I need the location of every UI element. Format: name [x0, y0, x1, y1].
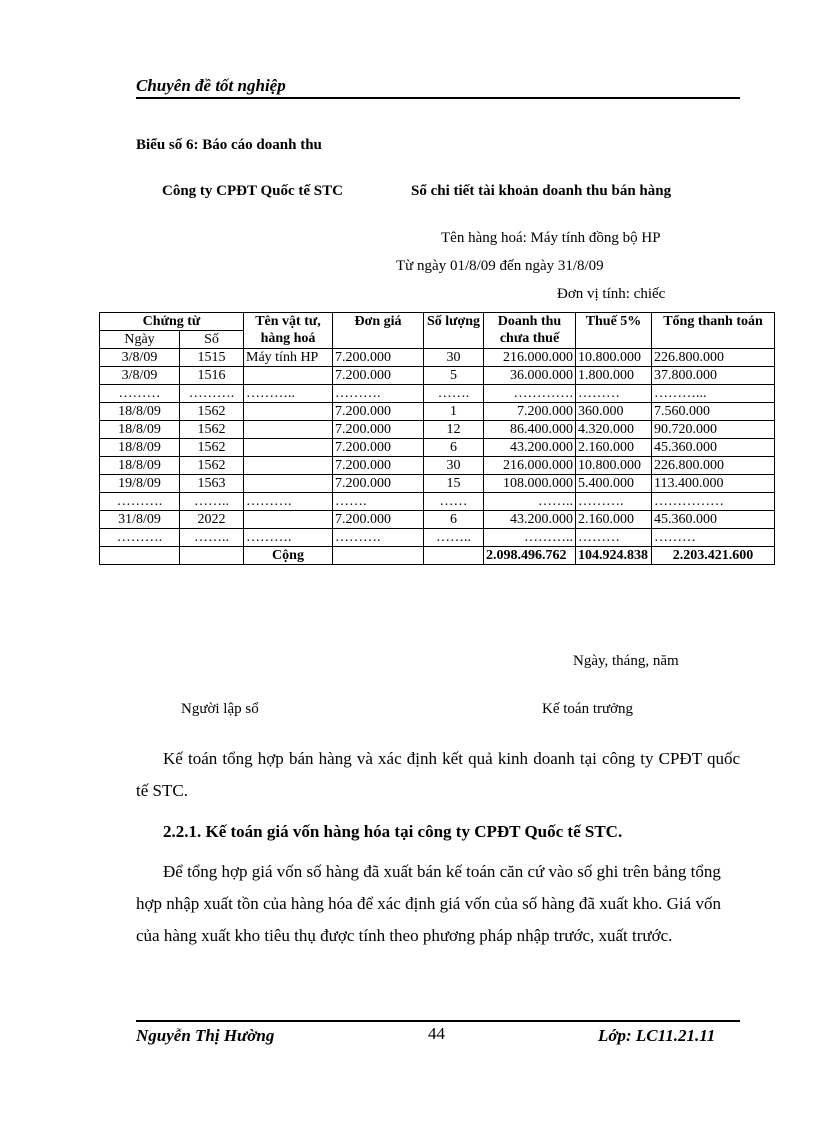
row-quantity: ……..: [424, 529, 484, 547]
table-row: [100, 493, 775, 511]
row-revenue: 86.400.000: [484, 421, 576, 439]
row-revenue: 36.000.000: [484, 367, 576, 385]
row-voucher-number: 1562: [180, 457, 244, 475]
intro-paragraph: Kế toán tổng hợp bán hàng và xác định kết quả kinh doanh tại công ty CPĐT quốc tế STC.: [136, 749, 740, 800]
footer-class: Lớp: LC11.21.11: [598, 1026, 716, 1045]
page-number: 44: [428, 1024, 445, 1043]
row-voucher-number: ……….: [180, 385, 244, 403]
row-tax: 10.800.000: [576, 457, 652, 475]
row-item: [244, 403, 333, 421]
row-revenue: 216.000.000: [484, 349, 576, 367]
row-voucher-number: 1516: [180, 367, 244, 385]
row-tax: 1.800.000: [576, 367, 652, 385]
total-label: Cộng: [244, 547, 333, 565]
row-tax: 4.320.000: [576, 421, 652, 439]
row-quantity: 12: [424, 421, 484, 439]
row-quantity: 6: [424, 439, 484, 457]
row-item: ……….: [244, 529, 333, 547]
row-item: [244, 367, 333, 385]
row-tax: ……….: [576, 493, 652, 511]
report-period: Từ ngày 01/8/09 đến ngày 31/8/09: [396, 258, 604, 274]
table-row: [100, 511, 775, 529]
running-header-title: Chuyên đề tốt nghiệp: [136, 76, 286, 95]
table-row: [100, 475, 775, 493]
table-row: [100, 403, 775, 421]
row-item: [244, 511, 333, 529]
row-date: 18/8/09: [100, 421, 180, 439]
row-revenue: ……..: [484, 493, 576, 511]
total-tax: 104.924.838: [576, 547, 652, 565]
row-tax: 360.000: [576, 403, 652, 421]
row-date: 18/8/09: [100, 403, 180, 421]
row-item: [244, 457, 333, 475]
row-date: 3/8/09: [100, 367, 180, 385]
row-voucher-number: 1515: [180, 349, 244, 367]
row-total: 45.360.000: [652, 511, 775, 529]
header-unit-price: Đơn giá: [333, 313, 424, 349]
total-payment: 2.203.421.600: [652, 547, 775, 565]
row-unit-price: 7.200.000: [333, 403, 424, 421]
row-revenue: 43.200.000: [484, 511, 576, 529]
row-date: ……….: [100, 493, 180, 511]
row-total: 226.800.000: [652, 349, 775, 367]
ledger-title: Sổ chi tiết tài khoản doanh thu bán hàng: [411, 183, 672, 199]
row-total: ……………: [652, 493, 775, 511]
row-revenue: 43.200.000: [484, 439, 576, 457]
row-tax: 2.160.000: [576, 439, 652, 457]
row-total: 7.560.000: [652, 403, 775, 421]
row-total: 90.720.000: [652, 421, 775, 439]
row-unit-price: 7.200.000: [333, 349, 424, 367]
row-date: ……….: [100, 529, 180, 547]
row-quantity: 15: [424, 475, 484, 493]
row-voucher-number: 1562: [180, 439, 244, 457]
row-tax: 5.400.000: [576, 475, 652, 493]
row-unit-price: ……….: [333, 385, 424, 403]
table-row: [100, 385, 775, 403]
total-revenue: 2.098.496.762: [484, 547, 576, 565]
header-quantity: Số lượng: [424, 313, 484, 349]
chief-accountant-signature-label: Kế toán trưởng: [542, 701, 634, 717]
row-date: ………: [100, 385, 180, 403]
row-quantity: 5: [424, 367, 484, 385]
row-unit-price: 7.200.000: [333, 511, 424, 529]
row-total: 226.800.000: [652, 457, 775, 475]
row-unit-price: 7.200.000: [333, 439, 424, 457]
row-item: Máy tính HP: [244, 349, 333, 367]
row-unit-price: 7.200.000: [333, 367, 424, 385]
row-date: 3/8/09: [100, 349, 180, 367]
row-total: ………: [652, 529, 775, 547]
row-unit-price: ……….: [333, 529, 424, 547]
header-total: Tổng thanh toán: [652, 313, 775, 349]
row-total: ………...: [652, 385, 775, 403]
row-quantity: ……: [424, 493, 484, 511]
row-quantity: 30: [424, 457, 484, 475]
row-tax: 2.160.000: [576, 511, 652, 529]
row-quantity: …….: [424, 385, 484, 403]
total-row: [100, 547, 775, 565]
preparer-signature-label: Người lập sổ: [181, 701, 259, 717]
row-quantity: 30: [424, 349, 484, 367]
row-item: [244, 475, 333, 493]
row-date: 19/8/09: [100, 475, 180, 493]
row-unit-price: 7.200.000: [333, 475, 424, 493]
table-row: [100, 457, 775, 475]
header-number: Số: [180, 331, 244, 349]
row-unit-price: …….: [333, 493, 424, 511]
row-revenue: ………….: [484, 385, 576, 403]
row-quantity: 1: [424, 403, 484, 421]
body-paragraph: Để tổng hợp giá vốn số hàng đã xuất bán kế toán căn cứ vào số ghi trên bảng tổng hợp nhập xuất tồn của hàng hóa để xác định giá vốn của số hàng đã xuất kho. Giá vốn của hàng xuất kho tiêu thụ được tính theo phương pháp nhập trước, xuất trước.: [136, 862, 721, 945]
row-tax: 10.800.000: [576, 349, 652, 367]
header-date: Ngày: [100, 331, 180, 349]
row-tax: ………: [576, 529, 652, 547]
header-tax: Thuế 5%: [576, 313, 652, 349]
row-date: 31/8/09: [100, 511, 180, 529]
row-voucher-number: 1563: [180, 475, 244, 493]
row-item: [244, 439, 333, 457]
row-date: 18/8/09: [100, 439, 180, 457]
section-heading: 2.2.1. Kế toán giá vốn hàng hóa tại công ty CPĐT Quốc tế STC.: [163, 822, 623, 841]
footer-author: Nguyễn Thị Hường: [136, 1026, 275, 1045]
row-voucher-number: 1562: [180, 403, 244, 421]
row-revenue: 7.200.000: [484, 403, 576, 421]
row-unit-price: 7.200.000: [333, 457, 424, 475]
header-voucher: Chứng từ: [100, 313, 244, 331]
row-total: 37.800.000: [652, 367, 775, 385]
ledger-body: [100, 349, 775, 565]
row-item: ……….: [244, 493, 333, 511]
row-item: ………..: [244, 385, 333, 403]
row-date: 18/8/09: [100, 457, 180, 475]
row-revenue: 216.000.000: [484, 457, 576, 475]
signature-date-line: Ngày, tháng, năm: [573, 653, 679, 669]
row-voucher-number: 2022: [180, 511, 244, 529]
header-revenue: Doanh thu chưa thuế: [484, 313, 576, 349]
row-voucher-number: ……..: [180, 529, 244, 547]
table-row: [100, 349, 775, 367]
row-unit-price: 7.200.000: [333, 421, 424, 439]
report-label: Biểu số 6: Báo cáo doanh thu: [136, 137, 322, 153]
header-rule: [136, 97, 740, 99]
row-revenue: 108.000.000: [484, 475, 576, 493]
product-name: Tên hàng hoá: Máy tính đồng bộ HP: [441, 230, 661, 246]
row-voucher-number: 1562: [180, 421, 244, 439]
company-name: Công ty CPĐT Quốc tế STC: [162, 183, 343, 199]
header-item: Tên vật tư, hàng hoá: [244, 313, 333, 349]
row-voucher-number: ……..: [180, 493, 244, 511]
table-row: [100, 421, 775, 439]
table-row: [100, 439, 775, 457]
revenue-ledger-table: [99, 312, 775, 565]
row-revenue: ………..: [484, 529, 576, 547]
row-item: [244, 421, 333, 439]
row-tax: ………: [576, 385, 652, 403]
table-row: [100, 367, 775, 385]
footer-rule: [136, 1020, 740, 1022]
row-total: 113.400.000: [652, 475, 775, 493]
table-row: [100, 529, 775, 547]
row-quantity: 6: [424, 511, 484, 529]
row-total: 45.360.000: [652, 439, 775, 457]
unit-of-measure: Đơn vị tính: chiếc: [557, 286, 666, 302]
